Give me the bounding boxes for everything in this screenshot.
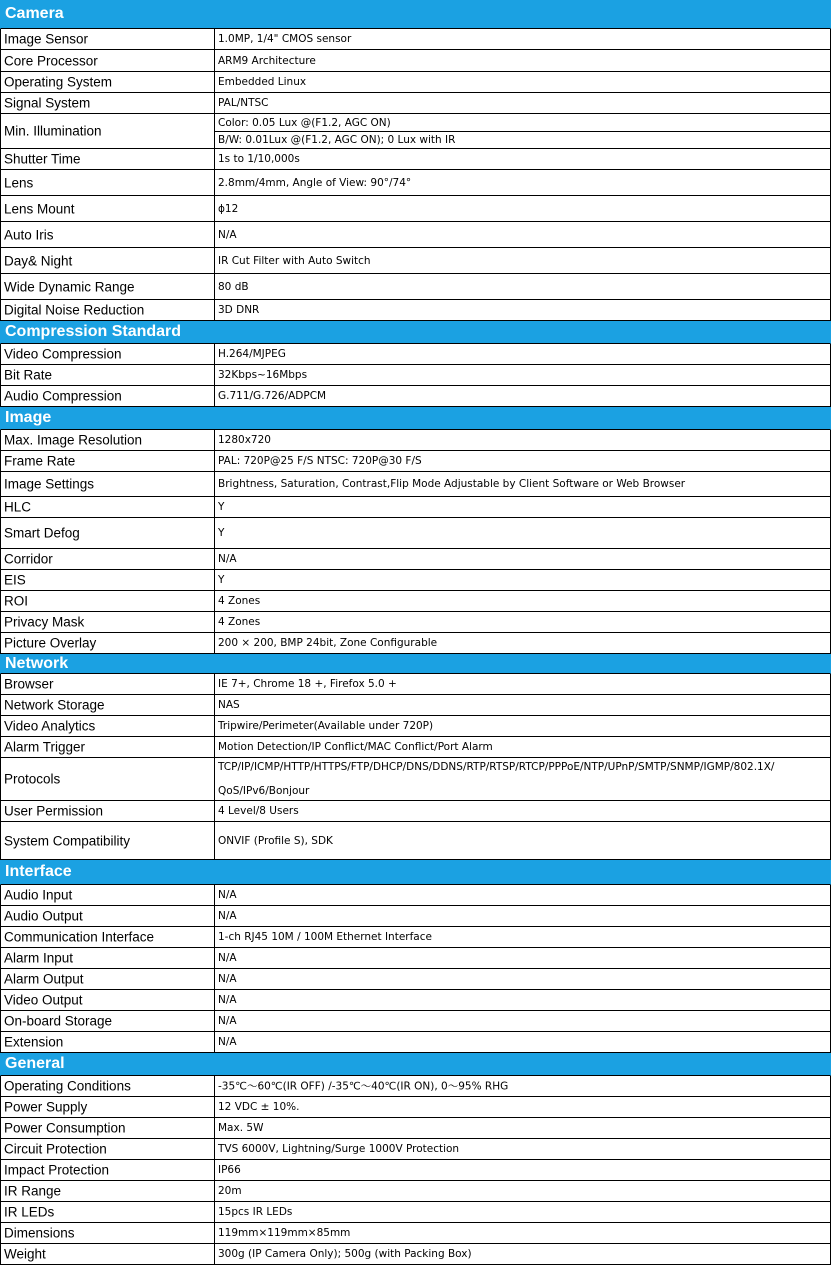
spec-value-cell bbox=[215, 570, 830, 590]
spec-value-cell bbox=[215, 50, 830, 71]
spec-label: IR LEDs bbox=[4, 1204, 55, 1220]
spec-value-cell bbox=[215, 114, 830, 148]
spec-row-power-supply bbox=[0, 1097, 831, 1118]
spec-row-min-illumination bbox=[0, 114, 831, 149]
spec-label-cell bbox=[1, 758, 215, 800]
spec-row-lens-mount bbox=[0, 196, 831, 222]
spec-value-cell bbox=[215, 716, 830, 736]
spec-label-cell bbox=[1, 472, 215, 496]
spec-label-cell bbox=[1, 633, 215, 653]
spec-label: Browser bbox=[4, 676, 54, 692]
section-header-camera bbox=[0, 0, 831, 29]
spec-row-lens bbox=[0, 170, 831, 196]
spec-label-cell bbox=[1, 1076, 215, 1096]
spec-label-cell bbox=[1, 1244, 215, 1264]
spec-label-cell bbox=[1, 50, 215, 71]
spec-row-alarm-input bbox=[0, 948, 831, 969]
spec-label-cell bbox=[1, 274, 215, 299]
spec-value: N/A bbox=[218, 1015, 237, 1027]
spec-label-cell bbox=[1, 1097, 215, 1117]
spec-label-cell bbox=[1, 1139, 215, 1159]
spec-value-cell bbox=[215, 612, 830, 632]
spec-value-cell bbox=[215, 300, 830, 320]
spec-value-cell bbox=[215, 196, 830, 221]
spec-row-frame-rate bbox=[0, 451, 831, 472]
spec-value-cell bbox=[215, 29, 830, 49]
spec-label: ROI bbox=[4, 593, 29, 609]
spec-value: Embedded Linux bbox=[218, 76, 307, 88]
spec-value: Tripwire/Perimeter(Available under 720P) bbox=[218, 720, 434, 732]
spec-label-cell bbox=[1, 927, 215, 947]
spec-label: EIS bbox=[4, 572, 26, 588]
spec-value: Max. 5W bbox=[218, 1122, 264, 1134]
spec-row-auto-iris bbox=[0, 222, 831, 248]
spec-value: Motion Detection/IP Conflict/MAC Conflict/Port Alarm bbox=[218, 741, 493, 753]
spec-value-cell bbox=[215, 990, 830, 1010]
spec-label-cell bbox=[1, 612, 215, 632]
spec-label: System Compatibility bbox=[4, 833, 131, 848]
spec-value-cell bbox=[215, 518, 830, 548]
spec-label-cell bbox=[1, 1181, 215, 1201]
spec-label-cell bbox=[1, 1202, 215, 1222]
spec-value: IR Cut Filter with Auto Switch bbox=[218, 254, 371, 267]
spec-label-cell bbox=[1, 518, 215, 548]
spec-label: Alarm Output bbox=[4, 971, 84, 987]
spec-value-cell bbox=[215, 1011, 830, 1031]
spec-label-cell bbox=[1, 674, 215, 694]
spec-value: 3D DNR bbox=[218, 304, 260, 316]
spec-value-cell bbox=[215, 274, 830, 299]
spec-label-cell bbox=[1, 170, 215, 195]
spec-value-cell bbox=[215, 1181, 830, 1201]
spec-label: Video Analytics bbox=[4, 718, 96, 734]
spec-label: Day& Night bbox=[4, 253, 73, 268]
spec-value: Y bbox=[218, 574, 225, 586]
cell-divider bbox=[215, 131, 830, 132]
spec-label: Power Consumption bbox=[4, 1120, 126, 1136]
spec-row-operating-conditions bbox=[0, 1076, 831, 1097]
spec-value: 12 VDC ± 10%. bbox=[218, 1101, 300, 1113]
spec-row-wide-dynamic-range bbox=[0, 274, 831, 300]
spec-label: Weight bbox=[4, 1246, 46, 1262]
spec-value: 4 Level/8 Users bbox=[218, 805, 299, 817]
spec-label-cell bbox=[1, 93, 215, 113]
spec-value: IP66 bbox=[218, 1164, 241, 1176]
spec-label-cell bbox=[1, 716, 215, 736]
section-title: General bbox=[5, 1055, 65, 1072]
spec-row-operating-system bbox=[0, 72, 831, 93]
spec-value: N/A bbox=[218, 952, 237, 964]
spec-row-power-consumption bbox=[0, 1118, 831, 1139]
spec-value: 1-ch RJ45 10M / 100M Ethernet Interface bbox=[218, 931, 432, 943]
spec-label-cell bbox=[1, 591, 215, 611]
spec-value: TCP/IP/ICMP/HTTP/HTTPS/FTP/DHCP/DNS/DDNS/RTP/RTSP/RTCP/PPPoE/NTP/UPnP/SMTP/SNMP/IGMP/802.1X/ bbox=[218, 761, 775, 773]
spec-label-cell bbox=[1, 365, 215, 385]
spec-label-cell bbox=[1, 1118, 215, 1138]
spec-label: Digital Noise Reduction bbox=[4, 302, 145, 318]
spec-label: User Permission bbox=[4, 803, 104, 819]
spec-label: Privacy Mask bbox=[4, 614, 85, 630]
spec-value-cell bbox=[215, 451, 830, 471]
spec-label: Min. Illumination bbox=[4, 123, 102, 139]
spec-value-cell bbox=[215, 1244, 830, 1264]
spec-value-cell bbox=[215, 149, 830, 169]
spec-label-cell bbox=[1, 451, 215, 471]
spec-value-cell bbox=[215, 633, 830, 653]
spec-value-cell bbox=[215, 72, 830, 92]
spec-row-extension bbox=[0, 1032, 831, 1053]
spec-row-on-board-storage bbox=[0, 1011, 831, 1032]
section-header-general bbox=[0, 1053, 831, 1076]
spec-value-cell bbox=[215, 1097, 830, 1117]
spec-label-cell bbox=[1, 149, 215, 169]
spec-label-cell bbox=[1, 906, 215, 926]
spec-label-cell bbox=[1, 1160, 215, 1180]
section-title: Image bbox=[5, 409, 52, 426]
spec-row-day-night bbox=[0, 248, 831, 274]
spec-label: Corridor bbox=[4, 551, 53, 567]
spec-value-cell bbox=[215, 472, 830, 496]
spec-row-signal-system bbox=[0, 93, 831, 114]
spec-row-picture-overlay bbox=[0, 633, 831, 654]
spec-row-image-sensor bbox=[0, 29, 831, 50]
spec-label: Lens bbox=[4, 175, 34, 190]
spec-label: Picture Overlay bbox=[4, 635, 97, 651]
spec-label: Shutter Time bbox=[4, 151, 81, 167]
spec-label-cell bbox=[1, 885, 215, 905]
spec-value-cell bbox=[215, 497, 830, 517]
spec-label: Audio Compression bbox=[4, 388, 122, 404]
spec-row-video-compression bbox=[0, 344, 831, 365]
spec-value-cell bbox=[215, 1160, 830, 1180]
spec-label: Frame Rate bbox=[4, 453, 76, 469]
spec-value: TVS 6000V, Lightning/Surge 1000V Protection bbox=[218, 1143, 460, 1155]
spec-value-line-2: B/W: 0.01Lux @(F1.2, AGC ON); 0 Lux with IR bbox=[218, 133, 456, 146]
spec-value-cell bbox=[215, 927, 830, 947]
spec-row-bit-rate bbox=[0, 365, 831, 386]
spec-label-cell bbox=[1, 948, 215, 968]
spec-row-hlc bbox=[0, 497, 831, 518]
spec-value-cell bbox=[215, 365, 830, 385]
spec-value: H.264/MJPEG bbox=[218, 348, 286, 360]
spec-value: 80 dB bbox=[218, 280, 249, 293]
spec-value: ϕ12 bbox=[218, 202, 239, 215]
spec-label-cell bbox=[1, 1223, 215, 1243]
spec-value: 1s to 1/10,000s bbox=[218, 153, 300, 165]
spec-label: Dimensions bbox=[4, 1225, 75, 1241]
spec-value: G.711/G.726/ADPCM bbox=[218, 390, 327, 402]
spec-label: Video Compression bbox=[4, 346, 122, 362]
spec-row-system-compatibility bbox=[0, 822, 831, 860]
spec-value-cell bbox=[215, 1032, 830, 1052]
section-header-image bbox=[0, 407, 831, 430]
spec-value: 4 Zones bbox=[218, 595, 261, 607]
section-header-interface bbox=[0, 860, 831, 885]
spec-label: Communication Interface bbox=[4, 929, 155, 945]
spec-value: ARM9 Architecture bbox=[218, 54, 316, 67]
spec-value-cell bbox=[215, 170, 830, 195]
spec-label-cell bbox=[1, 1011, 215, 1031]
spec-row-dimensions bbox=[0, 1223, 831, 1244]
spec-value: N/A bbox=[218, 994, 237, 1006]
spec-value: Y bbox=[218, 501, 225, 513]
spec-label: Wide Dynamic Range bbox=[4, 279, 135, 294]
spec-value-cell bbox=[215, 222, 830, 247]
spec-label-cell bbox=[1, 430, 215, 450]
spec-row-core-processor bbox=[0, 50, 831, 72]
spec-label: Impact Protection bbox=[4, 1162, 110, 1178]
spec-label: Image Sensor bbox=[4, 31, 89, 47]
spec-value: PAL/NTSC bbox=[218, 97, 269, 109]
spec-label-cell bbox=[1, 990, 215, 1010]
spec-label-cell bbox=[1, 801, 215, 821]
spec-row-impact-protection bbox=[0, 1160, 831, 1181]
spec-value-line-2: QoS/IPv6/Bonjour bbox=[218, 785, 310, 797]
spec-row-communication-interface bbox=[0, 927, 831, 948]
spec-label: Power Supply bbox=[4, 1099, 88, 1115]
spec-value: -35℃～60℃(IR OFF) /-35℃～40℃(IR ON), 0～95% RHG bbox=[218, 1080, 509, 1093]
spec-value: 2.8mm/4mm, Angle of View: 90°/74° bbox=[218, 176, 412, 189]
spec-label: Extension bbox=[4, 1034, 64, 1050]
spec-label: Circuit Protection bbox=[4, 1141, 107, 1157]
spec-value-cell bbox=[215, 1223, 830, 1243]
spec-value-cell bbox=[215, 386, 830, 406]
spec-value-cell bbox=[215, 430, 830, 450]
spec-label: Smart Defog bbox=[4, 525, 80, 541]
spec-value-cell bbox=[215, 248, 830, 273]
spec-row-audio-output bbox=[0, 906, 831, 927]
spec-label: Video Output bbox=[4, 992, 83, 1008]
spec-value: N/A bbox=[218, 553, 237, 565]
spec-label: Max. Image Resolution bbox=[4, 432, 143, 448]
spec-label: HLC bbox=[4, 499, 32, 515]
spec-value-cell bbox=[215, 344, 830, 364]
spec-value-cell bbox=[215, 948, 830, 968]
spec-row-max-image-resolution bbox=[0, 430, 831, 451]
spec-row-corridor bbox=[0, 549, 831, 570]
spec-label-cell bbox=[1, 300, 215, 320]
spec-label-cell bbox=[1, 822, 215, 859]
spec-value-cell bbox=[215, 549, 830, 569]
spec-label: Audio Input bbox=[4, 887, 73, 903]
spec-row-weight bbox=[0, 1244, 831, 1265]
spec-value-cell bbox=[215, 591, 830, 611]
spec-value-cell bbox=[215, 674, 830, 694]
spec-row-alarm-trigger bbox=[0, 737, 831, 758]
section-title: Compression Standard bbox=[5, 323, 182, 340]
spec-row-browser bbox=[0, 674, 831, 695]
spec-value: 32Kbps~16Mbps bbox=[218, 369, 308, 381]
spec-value: N/A bbox=[218, 889, 237, 901]
spec-row-alarm-output bbox=[0, 969, 831, 990]
spec-label: Protocols bbox=[4, 771, 61, 787]
spec-label-cell bbox=[1, 1032, 215, 1052]
spec-label-cell bbox=[1, 737, 215, 757]
spec-label-cell bbox=[1, 549, 215, 569]
spec-value-cell bbox=[215, 885, 830, 905]
spec-value: 20m bbox=[218, 1185, 242, 1197]
spec-label-cell bbox=[1, 29, 215, 49]
spec-label: Image Settings bbox=[4, 476, 95, 492]
spec-value-cell bbox=[215, 822, 830, 859]
spec-value-cell bbox=[215, 93, 830, 113]
spec-label: Bit Rate bbox=[4, 367, 53, 383]
spec-label: Operating Conditions bbox=[4, 1078, 131, 1094]
spec-value-cell bbox=[215, 737, 830, 757]
spec-label-cell bbox=[1, 695, 215, 715]
spec-value: N/A bbox=[218, 910, 237, 922]
spec-row-network-storage bbox=[0, 695, 831, 716]
spec-value: 15pcs IR LEDs bbox=[218, 1206, 293, 1218]
spec-value: N/A bbox=[218, 973, 237, 985]
section-title: Network bbox=[5, 654, 69, 672]
spec-value: NAS bbox=[218, 699, 240, 711]
section-header-compression-standard bbox=[0, 321, 831, 344]
spec-row-ir-leds bbox=[0, 1202, 831, 1223]
spec-label-cell bbox=[1, 222, 215, 247]
spec-value-cell bbox=[215, 695, 830, 715]
spec-row-audio-input bbox=[0, 885, 831, 906]
spec-label: Signal System bbox=[4, 95, 91, 111]
spec-label: Lens Mount bbox=[4, 201, 75, 216]
spec-row-video-output bbox=[0, 990, 831, 1011]
spec-label: Operating System bbox=[4, 74, 113, 90]
spec-label: Auto Iris bbox=[4, 227, 54, 242]
spec-value: 1.0MP, 1/4" CMOS sensor bbox=[218, 33, 352, 45]
section-title: Camera bbox=[5, 5, 64, 22]
spec-label: Alarm Input bbox=[4, 950, 74, 966]
spec-value: Brightness, Saturation, Contrast,Flip Mode Adjustable by Client Software or Web Browser bbox=[218, 478, 686, 490]
spec-row-shutter-time bbox=[0, 149, 831, 170]
spec-row-circuit-protection bbox=[0, 1139, 831, 1160]
spec-label-cell bbox=[1, 969, 215, 989]
spec-value: 4 Zones bbox=[218, 616, 261, 628]
spec-value: IE 7+, Chrome 18 +, Firefox 5.0 + bbox=[218, 678, 397, 690]
spec-value: Color: 0.05 Lux @(F1.2, AGC ON) bbox=[218, 116, 391, 129]
spec-label: Core Processor bbox=[4, 53, 98, 68]
spec-label: Network Storage bbox=[4, 697, 105, 713]
spec-label: IR Range bbox=[4, 1183, 62, 1199]
spec-value-cell bbox=[215, 1076, 830, 1096]
spec-value: Y bbox=[218, 527, 225, 539]
spec-label: Alarm Trigger bbox=[4, 739, 86, 755]
spec-row-protocols bbox=[0, 758, 831, 801]
spec-row-image-settings bbox=[0, 472, 831, 497]
section-title: Interface bbox=[5, 863, 72, 880]
spec-label-cell bbox=[1, 570, 215, 590]
spec-value: ONVIF (Profile S), SDK bbox=[218, 834, 333, 847]
spec-value-cell bbox=[215, 969, 830, 989]
spec-value-cell bbox=[215, 801, 830, 821]
spec-row-roi bbox=[0, 591, 831, 612]
spec-label-cell bbox=[1, 497, 215, 517]
spec-value: 200 × 200, BMP 24bit, Zone Configurable bbox=[218, 637, 438, 649]
spec-value: 1280x720 bbox=[218, 434, 271, 446]
spec-value: PAL: 720P@25 F/S NTSC: 720P@30 F/S bbox=[218, 455, 422, 467]
spec-row-privacy-mask bbox=[0, 612, 831, 633]
spec-label-cell bbox=[1, 248, 215, 273]
spec-row-smart-defog bbox=[0, 518, 831, 549]
spec-row-video-analytics bbox=[0, 716, 831, 737]
spec-label-cell bbox=[1, 386, 215, 406]
spec-row-digital-noise-reduction bbox=[0, 300, 831, 321]
spec-value-cell bbox=[215, 1139, 830, 1159]
spec-row-ir-range bbox=[0, 1181, 831, 1202]
spec-row-eis bbox=[0, 570, 831, 591]
spec-label-cell bbox=[1, 196, 215, 221]
spec-label-cell bbox=[1, 114, 215, 148]
spec-label: On-board Storage bbox=[4, 1013, 113, 1029]
spec-row-user-permission bbox=[0, 801, 831, 822]
spec-label-cell bbox=[1, 72, 215, 92]
spec-row-audio-compression bbox=[0, 386, 831, 407]
spec-label: Audio Output bbox=[4, 908, 83, 924]
spec-label-cell bbox=[1, 344, 215, 364]
spec-value: 119mm×119mm×85mm bbox=[218, 1227, 351, 1239]
section-header-network bbox=[0, 654, 831, 674]
spec-value: N/A bbox=[218, 1036, 237, 1048]
spec-value-cell bbox=[215, 1118, 830, 1138]
spec-value: 300g (IP Camera Only); 500g (with Packing Box) bbox=[218, 1248, 472, 1260]
spec-value: N/A bbox=[218, 228, 237, 241]
spec-value-cell bbox=[215, 1202, 830, 1222]
spec-value-cell bbox=[215, 906, 830, 926]
spec-value-cell bbox=[215, 758, 830, 800]
